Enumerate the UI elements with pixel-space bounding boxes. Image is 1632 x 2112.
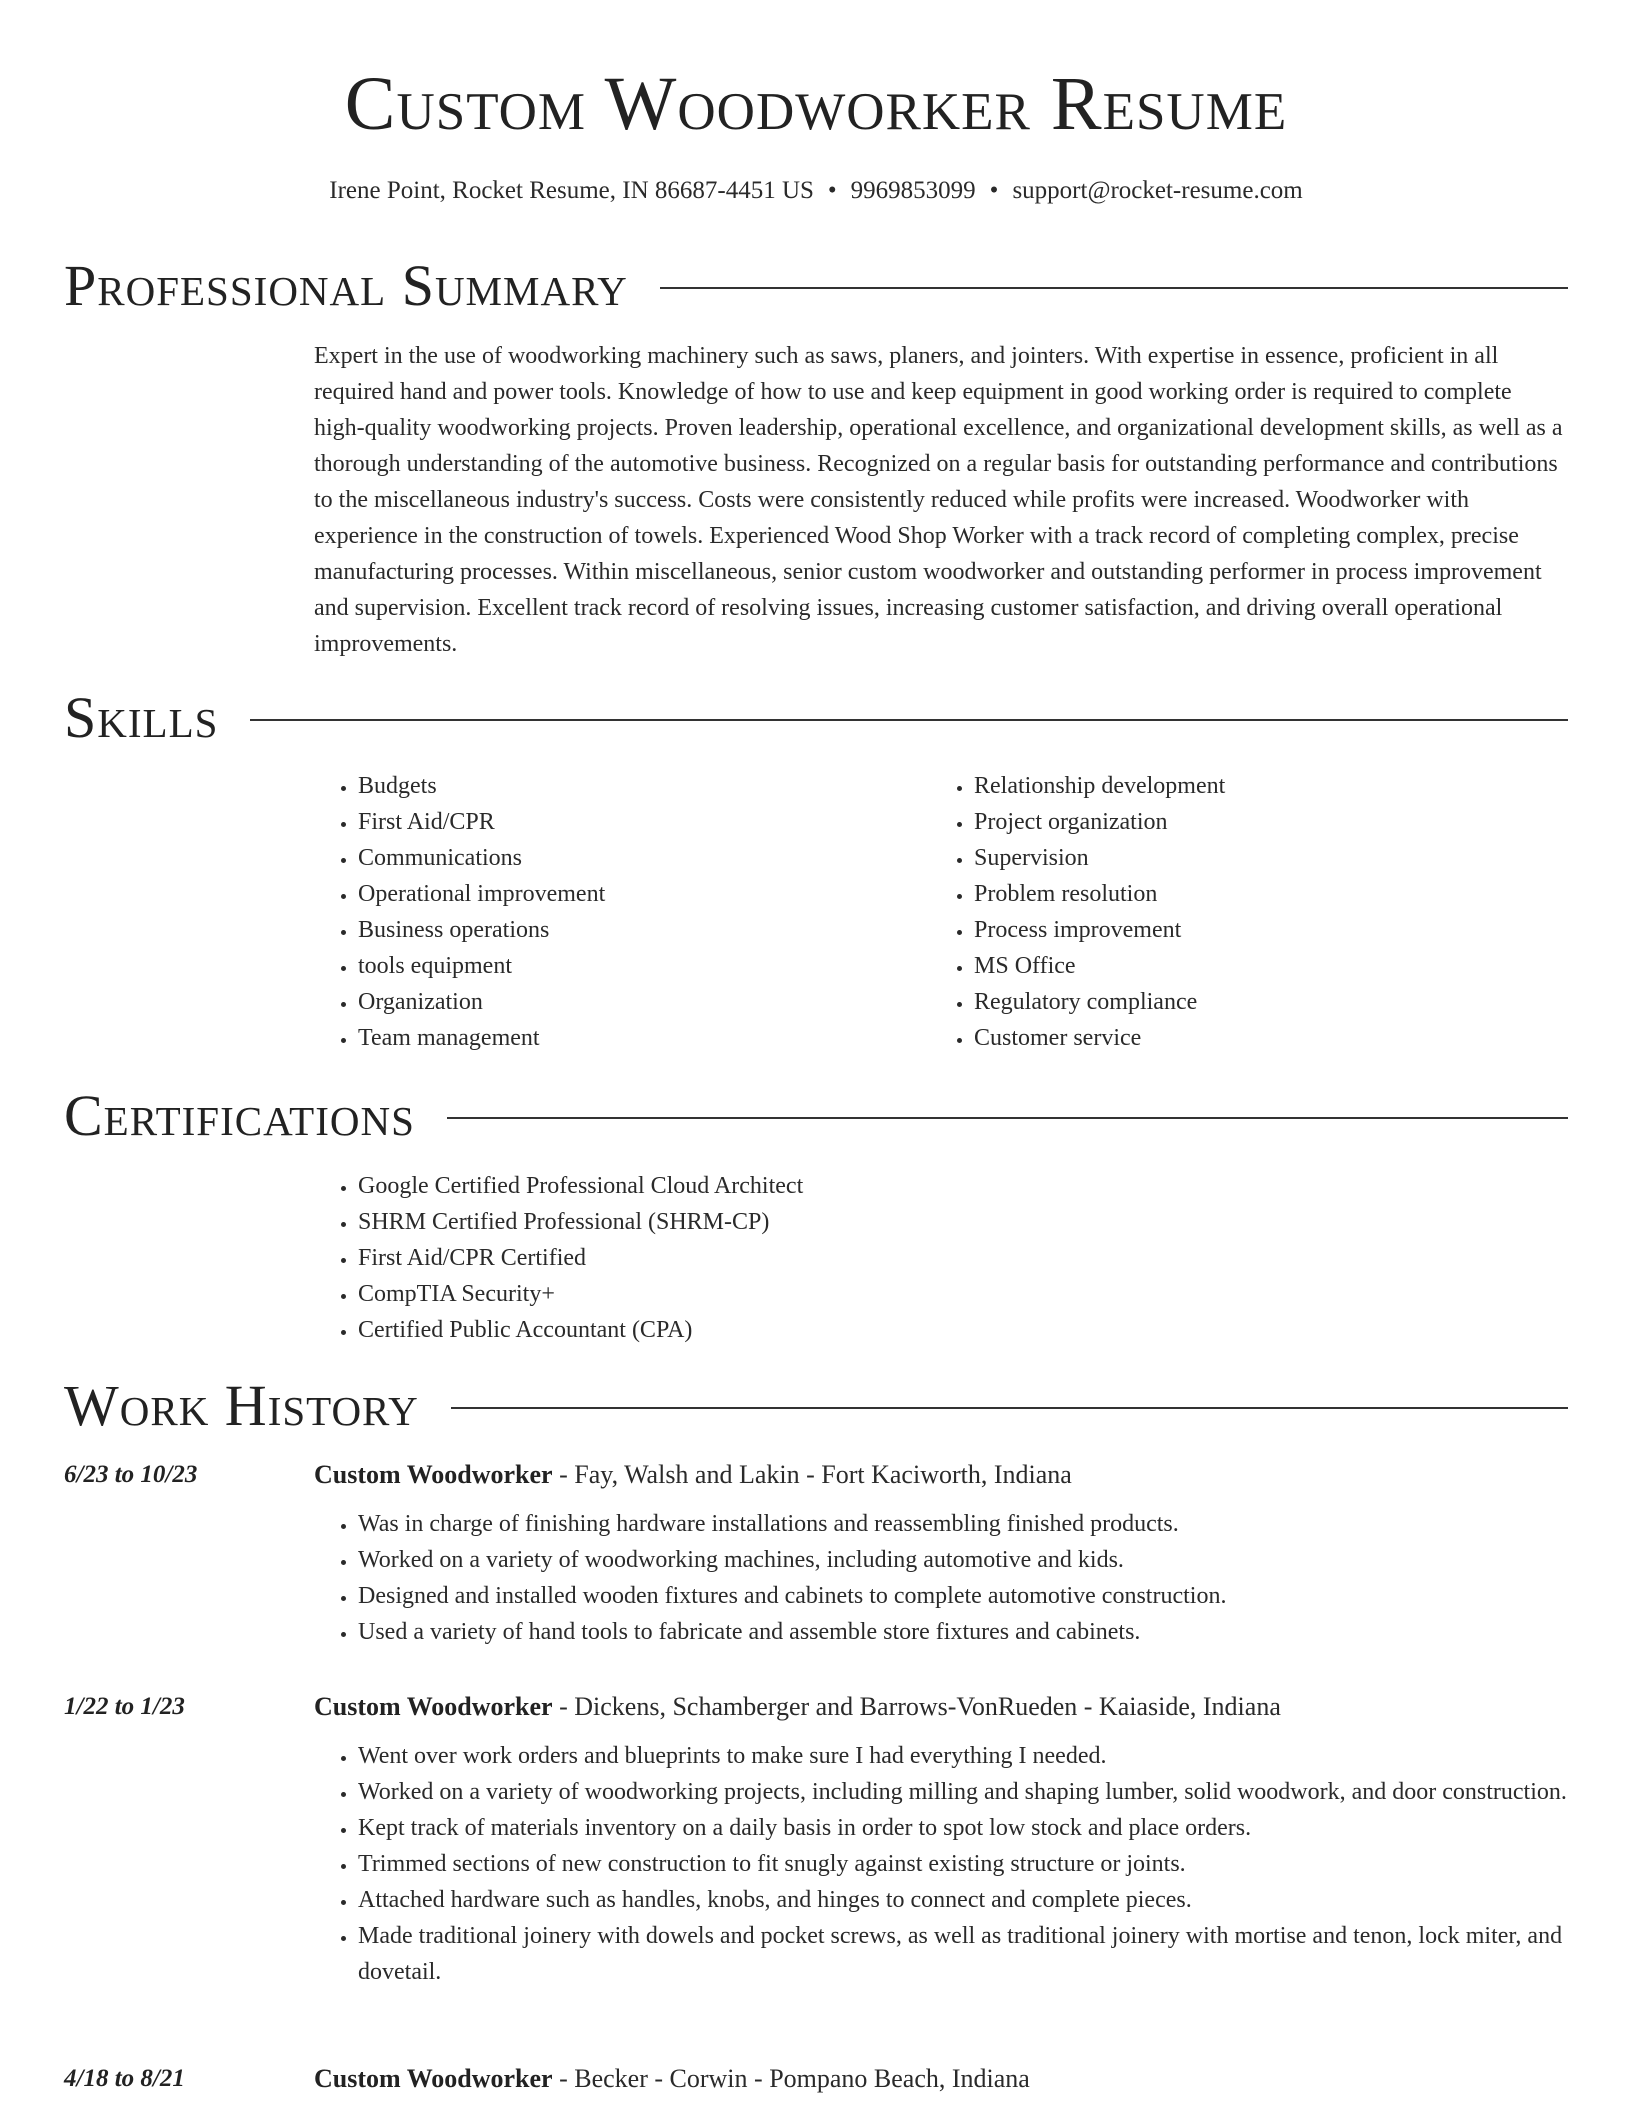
job-role: Custom Woodworker bbox=[314, 1692, 553, 1721]
job-details: - Becker - Corwin - Pompano Beach, Indiana bbox=[552, 2064, 1030, 2093]
job-role: Custom Woodworker bbox=[314, 1460, 553, 1489]
job-bullet: • Went over work orders and blueprints to make sure I had everything I needed. bbox=[358, 1738, 1568, 1774]
job-bullets bbox=[314, 1738, 1568, 1990]
section-title-work-history: Work History bbox=[64, 1373, 419, 1438]
section-header-skills bbox=[64, 682, 1568, 754]
job-bullet: • Made traditional joinery with dowels and pocket screws, as well as traditional joinery with mortise and tenon, lock miter, and dovetail. bbox=[358, 1918, 1568, 1990]
section-divider bbox=[660, 287, 1568, 289]
contact-phone: 9969853099 bbox=[850, 177, 976, 204]
job-heading bbox=[314, 1688, 1281, 1726]
certification-item: • Google Certified Professional Cloud Architect bbox=[358, 1168, 1358, 1204]
skill-item: • Problem resolution bbox=[974, 876, 1614, 912]
skill-item: • Team management bbox=[358, 1020, 918, 1056]
job-bullet: • Was in charge of finishing hardware installations and reassembling finished products. bbox=[358, 1506, 1568, 1542]
skill-item: • Budgets bbox=[358, 768, 918, 804]
section-header-work-history bbox=[64, 1370, 1568, 1442]
summary-text: Expert in the use of woodworking machinery such as saws, planers, and jointers. With expertise in essence, proficient in all required hand and power tools. Knowledge of how to use and keep equipment in good working order is required to complete high-quality woodworking projects. Proven leadership, operational excellence, and organizational development skills, as well as a thorough understanding of the automotive business. Recognized on a regular basis for outstanding performance and contributions to the miscellaneous industry's success. Costs were consistently reduced while profits were increased. Woodworker with experience in the construction of towels. Experienced Wood Shop Worker with a track record of completing complex, precise manufacturing processes. Within miscellaneous, senior custom woodworker and outstanding performer in process improvement and supervision. Excellent track record of resolving issues, increasing customer satisfaction, and driving overall operational improvements. bbox=[314, 343, 1563, 657]
contact-address: Irene Point, Rocket Resume, IN 86687-4451 US bbox=[329, 177, 814, 204]
section-header-summary bbox=[64, 250, 1568, 322]
section-title-certifications: Certifications bbox=[64, 1083, 415, 1148]
certification-item: • Certified Public Accountant (CPA) bbox=[358, 1312, 1358, 1348]
job-dates: 1/22 to 1/23 bbox=[64, 1693, 185, 1720]
section-header-certifications bbox=[64, 1080, 1568, 1152]
certifications-list bbox=[314, 1168, 1358, 1348]
job-details: - Fay, Walsh and Lakin - Fort Kaciworth, Indiana bbox=[552, 1460, 1072, 1489]
job-heading bbox=[314, 2060, 1030, 2098]
contact-line bbox=[0, 172, 1632, 210]
contact-separator: • bbox=[989, 177, 999, 204]
skill-item: • Operational improvement bbox=[358, 876, 918, 912]
contact-separator: • bbox=[827, 177, 837, 204]
job-bullet: • Worked on a variety of woodworking machines, including automotive and kids. bbox=[358, 1542, 1568, 1578]
skill-item: • MS Office bbox=[974, 948, 1614, 984]
certification-item: • SHRM Certified Professional (SHRM-CP) bbox=[358, 1204, 1358, 1240]
section-divider bbox=[250, 719, 1568, 721]
job-bullet: • Designed and installed wooden fixtures and cabinets to complete automotive construction. bbox=[358, 1578, 1568, 1614]
skill-item: • First Aid/CPR bbox=[358, 804, 918, 840]
job-bullet: • Used a variety of hand tools to fabricate and assemble store fixtures and cabinets. bbox=[358, 1614, 1568, 1650]
job-bullet: • Trimmed sections of new construction to fit snugly against existing structure or joints. bbox=[358, 1846, 1568, 1882]
job-heading bbox=[314, 1456, 1072, 1494]
skill-item: • Organization bbox=[358, 984, 918, 1020]
section-title-summary: Professional Summary bbox=[64, 253, 628, 318]
skill-item: • Communications bbox=[358, 840, 918, 876]
certification-item: • First Aid/CPR Certified bbox=[358, 1240, 1358, 1276]
skill-item: • Customer service bbox=[974, 1020, 1614, 1056]
resume-title: Custom Woodworker Resume bbox=[344, 62, 1288, 146]
job-role: Custom Woodworker bbox=[314, 2064, 553, 2093]
job-bullet: • Worked on a variety of woodworking projects, including milling and shaping lumber, solid woodwork, and door construction. bbox=[358, 1774, 1568, 1810]
skill-item: • tools equipment bbox=[358, 948, 918, 984]
job-dates: 6/23 to 10/23 bbox=[64, 1461, 198, 1488]
skill-item: • Relationship development bbox=[974, 768, 1614, 804]
job-bullet: • Kept track of materials inventory on a daily basis in order to spot low stock and place orders. bbox=[358, 1810, 1568, 1846]
skill-item: • Process improvement bbox=[974, 912, 1614, 948]
section-divider bbox=[447, 1117, 1568, 1119]
section-divider bbox=[451, 1407, 1568, 1409]
certification-item: • CompTIA Security+ bbox=[358, 1276, 1358, 1312]
skill-item: • Business operations bbox=[358, 912, 918, 948]
job-bullet: • Attached hardware such as handles, knobs, and hinges to connect and complete pieces. bbox=[358, 1882, 1568, 1918]
section-title-skills: Skills bbox=[64, 685, 219, 750]
skills-list-left bbox=[314, 768, 918, 1056]
job-details: - Dickens, Schamberger and Barrows-VonRueden - Kaiaside, Indiana bbox=[552, 1692, 1281, 1721]
skill-item: • Supervision bbox=[974, 840, 1614, 876]
skill-item: • Project organization bbox=[974, 804, 1614, 840]
job-dates: 4/18 to 8/21 bbox=[64, 2065, 185, 2092]
skills-list-right bbox=[930, 768, 1614, 1056]
job-bullets bbox=[314, 1506, 1568, 1650]
skill-item: • Regulatory compliance bbox=[974, 984, 1614, 1020]
contact-email: support@rocket-resume.com bbox=[1012, 177, 1303, 204]
